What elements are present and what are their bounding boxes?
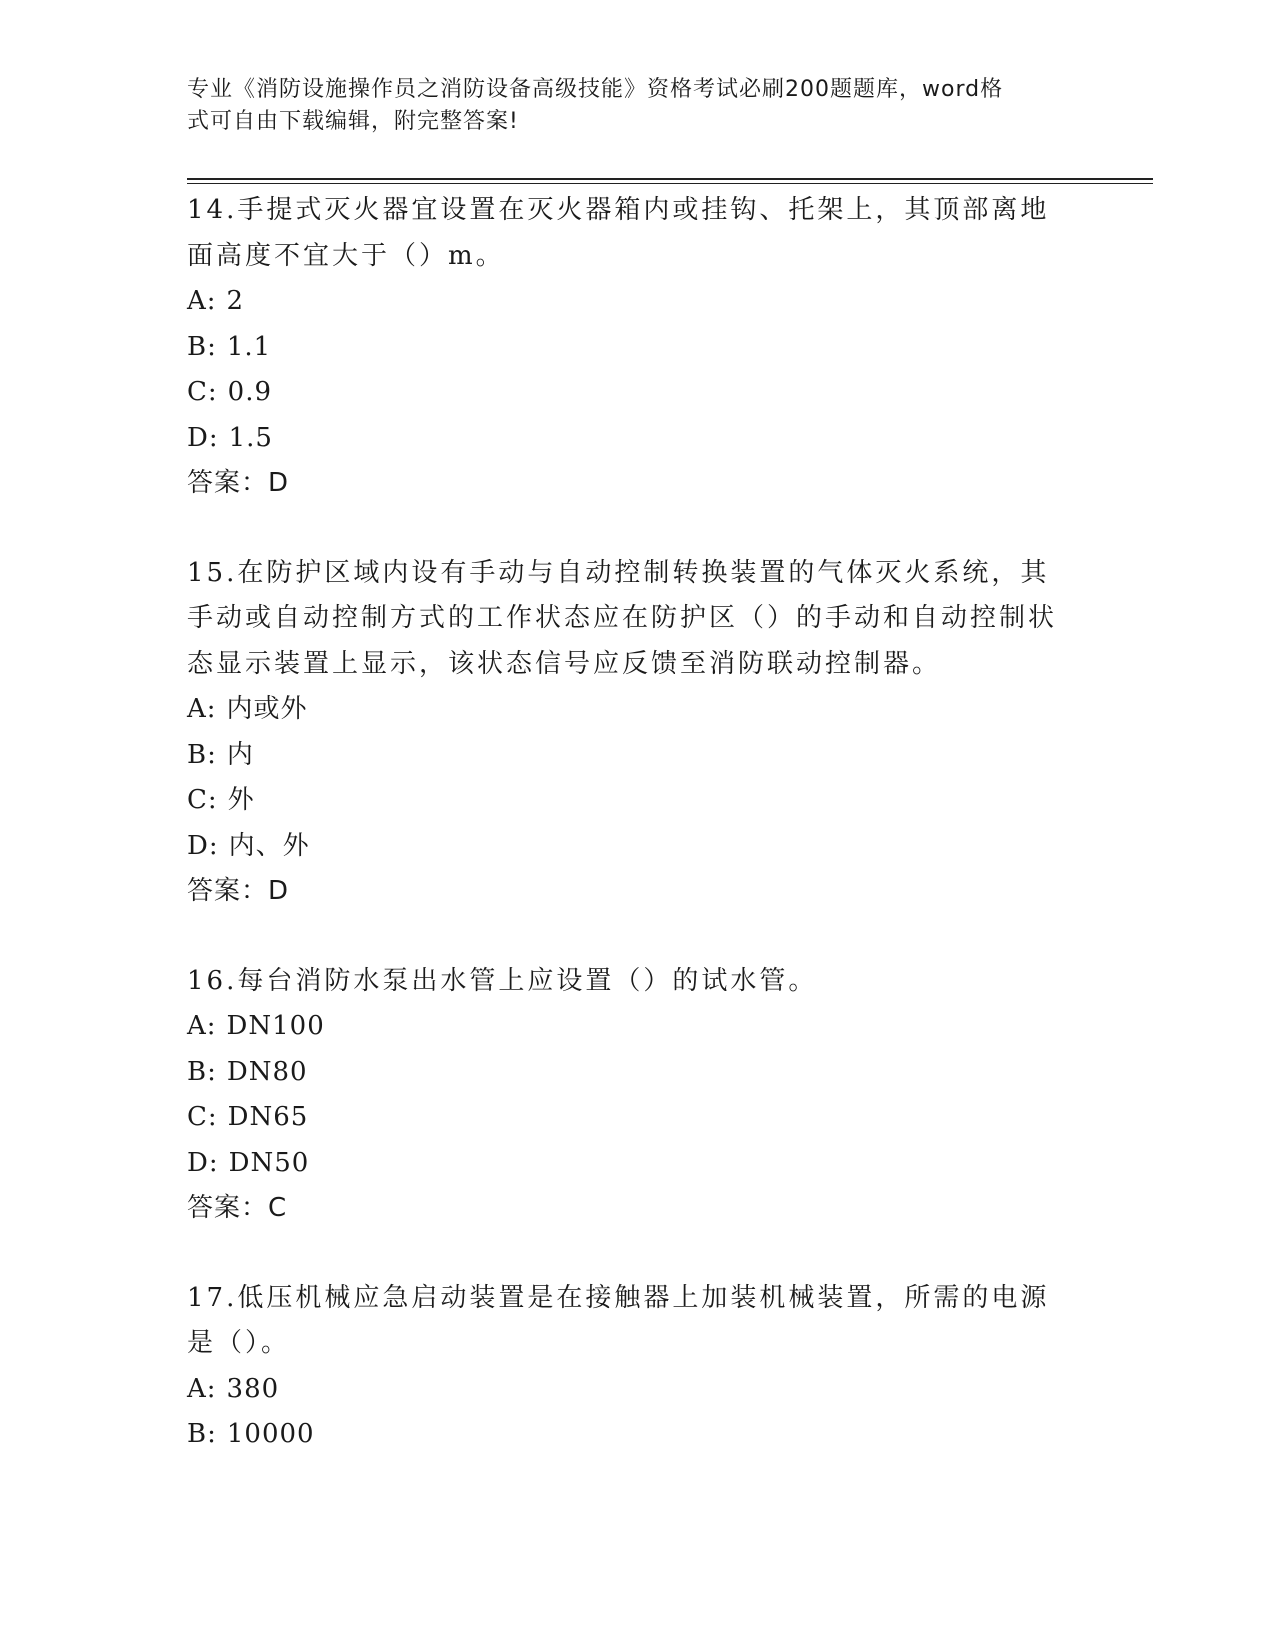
- option-separator: :: [206, 286, 217, 316]
- question-text: 15.在防护区域内设有手动与自动控制转换装置的气体灭火系统，其手动或自动控制方式的工作状态应在防护区（）的手动和自动控制状态显示装置上显示，该状态信号应反馈至消防联动控制器。: [187, 557, 1058, 679]
- option-letter: B: [187, 331, 208, 362]
- option-c: [187, 370, 1077, 416]
- option-separator: :: [208, 422, 219, 453]
- answer-line: 答案：D: [187, 468, 290, 498]
- option-a: [187, 687, 1077, 733]
- question-text: 16.每台消防水泵出水管上应设置（）的试水管。: [187, 965, 818, 996]
- option-text: 内: [226, 739, 254, 770]
- option-letter: C: [187, 785, 208, 815]
- option-d: [187, 416, 1077, 462]
- option-separator: :: [208, 1147, 219, 1178]
- header-line-1: 专业《消防设施操作员之消防设备高级技能》资格考试必刷200题题库，word格: [187, 77, 1004, 102]
- option-text: DN50: [228, 1147, 310, 1178]
- option-b: [187, 733, 1077, 779]
- document-header: [187, 74, 1067, 138]
- option-d: [187, 824, 1077, 870]
- question-text: 14.手提式灭火器宜设置在灭火器箱内或挂钩、托架上，其顶部离地面高度不宜大于（）m。: [187, 195, 1050, 271]
- option-text: 1.1: [226, 331, 272, 362]
- option-d: [187, 1141, 1077, 1187]
- option-separator: :: [207, 785, 218, 815]
- question-list: [187, 188, 1077, 1502]
- option-b: [187, 1050, 1077, 1096]
- option-separator: :: [207, 739, 217, 770]
- question-17: [187, 1276, 1077, 1458]
- option-text: 外: [227, 785, 255, 815]
- header-divider-thin: [187, 183, 1153, 184]
- question-text: 17.低压机械应急启动装置是在接触器上加装机械装置，所需的电源是（）。: [187, 1282, 1050, 1358]
- answer-line: 答案：D: [187, 876, 290, 906]
- option-a: [187, 1004, 1077, 1050]
- option-separator: :: [207, 377, 218, 407]
- option-letter: D: [187, 422, 209, 453]
- option-separator: :: [206, 1373, 217, 1404]
- option-text: 380: [226, 1373, 280, 1404]
- option-separator: :: [208, 830, 219, 861]
- option-separator: :: [206, 694, 217, 724]
- option-letter: A: [187, 1373, 207, 1404]
- option-letter: C: [187, 377, 208, 407]
- option-text: 内或外: [226, 694, 308, 724]
- option-separator: :: [206, 1011, 217, 1041]
- option-separator: :: [207, 1419, 217, 1449]
- option-letter: B: [187, 739, 208, 770]
- option-separator: :: [207, 1056, 217, 1087]
- header-line-2: 式可自由下载编辑，附完整答案!: [187, 109, 519, 134]
- option-text: DN100: [226, 1011, 325, 1041]
- option-separator: :: [207, 331, 217, 362]
- option-c: [187, 1095, 1077, 1141]
- option-text: 1.5: [228, 422, 273, 453]
- option-a: [187, 1367, 1077, 1413]
- option-text: 2: [226, 286, 245, 316]
- option-text: DN80: [226, 1056, 308, 1087]
- option-a: [187, 279, 1077, 325]
- option-separator: :: [207, 1102, 218, 1132]
- option-text: 内、外: [228, 830, 310, 861]
- option-letter: C: [187, 1102, 208, 1132]
- option-letter: A: [187, 1011, 207, 1041]
- option-letter: A: [187, 286, 207, 316]
- option-letter: B: [187, 1056, 208, 1087]
- question-15: [187, 551, 1077, 915]
- option-b: [187, 1412, 1077, 1458]
- option-letter: D: [187, 830, 209, 861]
- option-letter: A: [187, 694, 207, 724]
- option-text: DN65: [227, 1102, 309, 1132]
- question-16: [187, 959, 1077, 1232]
- option-b: [187, 325, 1077, 371]
- answer-line: 答案：C: [187, 1193, 288, 1223]
- header-divider-thick: [187, 178, 1153, 180]
- option-text: 0.9: [227, 377, 273, 407]
- option-text: 10000: [226, 1419, 315, 1449]
- question-14: [187, 188, 1077, 507]
- option-letter: B: [187, 1419, 208, 1449]
- option-letter: D: [187, 1147, 209, 1178]
- option-c: [187, 778, 1077, 824]
